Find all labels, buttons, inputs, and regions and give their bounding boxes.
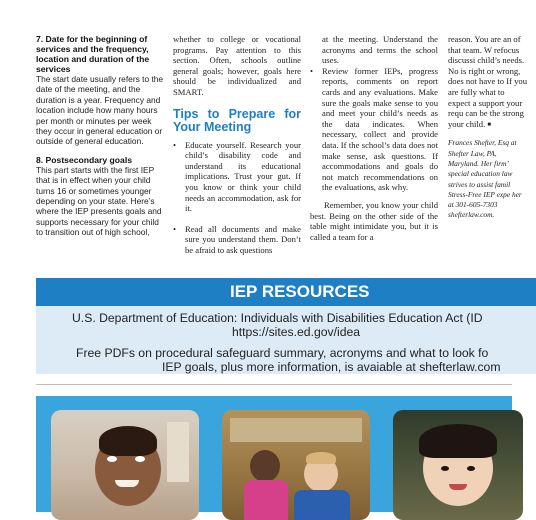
resource-idea-url: https://sites.ed.gov/idea — [232, 325, 361, 339]
list-item: • Read all documents and make sure you understand them. Don’t be afraid to ask questions — [173, 224, 301, 256]
photo-classroom-children — [222, 410, 370, 520]
list-item: • Educate yourself. Research your child’s disability code and understand its educational implications. Trust your gut. If you know or think your child needs an accommodation, ask for it. — [173, 140, 301, 214]
photo-band — [36, 396, 512, 512]
paragraph-know-your-child: Remember, you know your child best. Being on the other side of the table might intimidate you, but it is called a team for a — [310, 199, 438, 242]
article-column-1 — [36, 34, 164, 238]
article-column-3 — [310, 34, 438, 242]
article-column-2 — [173, 34, 301, 256]
resource-idea-line: U.S. Department of Education: Individuals with Disabilities Education Act (ID — [72, 311, 483, 325]
author-bio: Frances Shefter, Esq at Shefter Law, PA, Maryland. Her firm’ special education law strives to assist famil Stress-Free IEP expe her at 301-605-7303 shefterlaw.com. — [448, 138, 522, 220]
tips-list-continued — [310, 66, 438, 193]
end-mark: ■ — [487, 121, 492, 128]
tips-heading: Tips to Prepare for Your Meeting — [173, 106, 301, 134]
paragraph-acronyms: at the meeting. Understand the acronyms and terms the school uses. — [322, 34, 438, 66]
iep-resources-box — [36, 278, 536, 374]
list-item: • Review former IEPs, progress reports, comments on report cards and any evaluations. Make sure the goals make sense to you and meet your child’s needs as the data indicates. When necessary, collect and provide data. If the school’s data does not make sense, ask questions. If accommodations and goals do not match recommendations on the evaluations, ask why. — [310, 66, 438, 193]
paragraph-team: reason. You are an of that team. W refocus discussi child’s needs. No is right or wrong, does not have to If you are fully what to expect a support your requ can be the strong your child. ■ — [448, 34, 527, 129]
paragraph-smart-goals: whether to college or vocational programs. Pay attention to this section. Often, schools outline general goals; however, goals here should be individualized and SMART. — [173, 34, 301, 97]
article-column-4 — [448, 34, 528, 221]
photo-boy-smiling — [51, 410, 199, 520]
resource-pdfs-line-2: IEP goals, plus more information, is avaiable at shefterlaw.com — [162, 360, 501, 374]
section-text-7: The start date usually refers to the date of the meeting, and the duration is a year. Frequency and location include how many hours per month or minutes per week they occur in general education or outside of general education. — [36, 74, 164, 147]
section-heading-8: 8. Postsecondary goals — [36, 154, 132, 165]
divider — [36, 384, 512, 385]
resource-pdfs-line: Free PDFs on procedural safeguard summary, acronyms and what to look fo — [76, 346, 489, 360]
section-text-8: This part starts with the first IEP that is in effect when your child turns 16 or sometimes younger depending on your state. Here’s where the IEP presents goals and supports necessary for your child to transition out of high school, — [36, 164, 162, 238]
section-heading-7: 7. Date for the beginning of services and the frequency, location and duration of the services — [36, 34, 150, 74]
photo-toddler — [393, 410, 523, 520]
resources-title: IEP RESOURCES — [36, 278, 536, 306]
tips-list — [173, 140, 301, 256]
